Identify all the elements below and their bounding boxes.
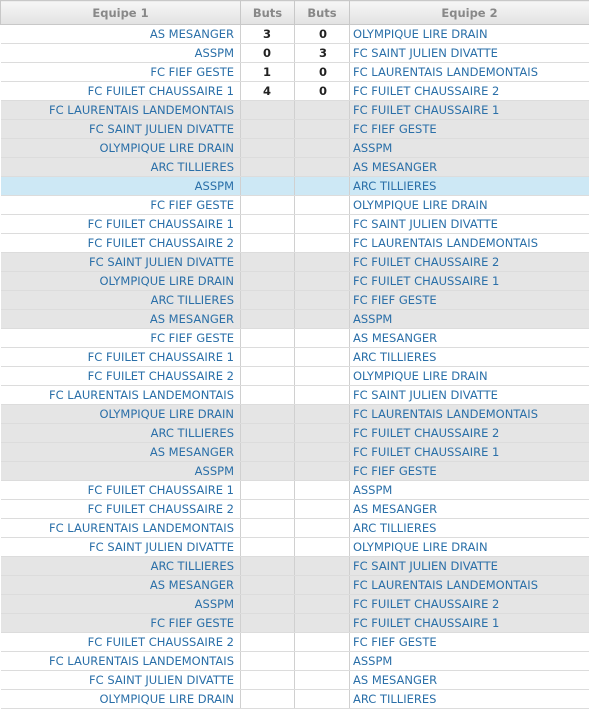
goals2-cell: [295, 291, 350, 310]
goals1-cell: [241, 253, 295, 272]
goals1-cell: [241, 272, 295, 291]
team2-cell[interactable]: FC SAINT JULIEN DIVATTE: [350, 44, 589, 63]
goals2-cell: [295, 614, 350, 633]
goals2-cell: [295, 272, 350, 291]
goals2-cell: [295, 690, 350, 709]
table-row[interactable]: [1, 329, 589, 348]
table-row[interactable]: [1, 386, 589, 405]
table-row[interactable]: [1, 424, 589, 443]
goals2-cell: [295, 462, 350, 481]
table-row[interactable]: [1, 614, 589, 633]
goals1-cell: 3: [241, 25, 295, 44]
team1-cell[interactable]: AS MESANGER: [1, 25, 241, 44]
team1-cell[interactable]: FC FUILET CHAUSSAIRE 1: [1, 82, 241, 101]
team2-cell[interactable]: FC FUILET CHAUSSAIRE 2: [350, 595, 589, 614]
team1-cell[interactable]: FC FUILET CHAUSSAIRE 2: [1, 234, 241, 253]
team1-cell[interactable]: ARC TILLIERES: [1, 158, 241, 177]
goals2-cell: [295, 329, 350, 348]
team1-cell[interactable]: FC FIEF GESTE: [1, 329, 241, 348]
goals1-cell: [241, 424, 295, 443]
header-goals2[interactable]: Buts: [295, 1, 350, 25]
goals2-cell: [295, 557, 350, 576]
table-row[interactable]: [1, 139, 589, 158]
goals2-cell: [295, 481, 350, 500]
table-row[interactable]: [1, 557, 589, 576]
table-row[interactable]: [1, 291, 589, 310]
goals1-cell: [241, 405, 295, 424]
table-row[interactable]: [1, 82, 589, 101]
goals2-cell: [295, 633, 350, 652]
team1-cell[interactable]: FC SAINT JULIEN DIVATTE: [1, 671, 241, 690]
goals1-cell: [241, 538, 295, 557]
table-row[interactable]: [1, 44, 589, 63]
team1-cell[interactable]: AS MESANGER: [1, 443, 241, 462]
goals1-cell: [241, 101, 295, 120]
table-row[interactable]: [1, 500, 589, 519]
table-row[interactable]: [1, 196, 589, 215]
team2-cell[interactable]: AS MESANGER: [350, 329, 589, 348]
goals1-cell: [241, 519, 295, 538]
table-row[interactable]: [1, 538, 589, 557]
team2-cell[interactable]: FC LAURENTAIS LANDEMONTAIS: [350, 405, 589, 424]
team2-cell[interactable]: FC FUILET CHAUSSAIRE 1: [350, 101, 589, 120]
team2-cell[interactable]: FC FUILET CHAUSSAIRE 1: [350, 443, 589, 462]
goals2-cell: [295, 215, 350, 234]
goals1-cell: [241, 500, 295, 519]
team2-cell[interactable]: ARC TILLIERES: [350, 348, 589, 367]
goals2-cell: [295, 348, 350, 367]
team1-cell[interactable]: FC FUILET CHAUSSAIRE 2: [1, 367, 241, 386]
team1-cell[interactable]: ASSPM: [1, 177, 241, 196]
team1-cell[interactable]: FC FUILET CHAUSSAIRE 1: [1, 215, 241, 234]
header-team1[interactable]: Equipe 1: [1, 1, 241, 25]
team2-cell[interactable]: ASSPM: [350, 652, 589, 671]
team1-cell[interactable]: ARC TILLIERES: [1, 291, 241, 310]
team1-cell[interactable]: FC LAURENTAIS LANDEMONTAIS: [1, 519, 241, 538]
table-row[interactable]: [1, 215, 589, 234]
team2-cell[interactable]: AS MESANGER: [350, 671, 589, 690]
goals2-cell: [295, 652, 350, 671]
goals2-cell: 0: [295, 63, 350, 82]
goals1-cell: [241, 310, 295, 329]
table-row[interactable]: [1, 595, 589, 614]
team2-cell[interactable]: ASSPM: [350, 481, 589, 500]
table-row[interactable]: [1, 310, 589, 329]
goals2-cell: [295, 424, 350, 443]
goals1-cell: [241, 595, 295, 614]
table-row[interactable]: [1, 443, 589, 462]
team1-cell[interactable]: FC LAURENTAIS LANDEMONTAIS: [1, 101, 241, 120]
goals1-cell: 0: [241, 44, 295, 63]
team2-cell[interactable]: AS MESANGER: [350, 158, 589, 177]
team1-cell[interactable]: FC FUILET CHAUSSAIRE 2: [1, 500, 241, 519]
goals2-cell: [295, 367, 350, 386]
team1-cell[interactable]: FC FIEF GESTE: [1, 196, 241, 215]
team1-cell[interactable]: FC FUILET CHAUSSAIRE 1: [1, 348, 241, 367]
team1-cell[interactable]: ARC TILLIERES: [1, 557, 241, 576]
goals2-cell: [295, 595, 350, 614]
goals2-cell: [295, 538, 350, 557]
table-row[interactable]: [1, 253, 589, 272]
goals2-cell: [295, 500, 350, 519]
team2-cell[interactable]: OLYMPIQUE LIRE DRAIN: [350, 367, 589, 386]
table-row[interactable]: [1, 63, 589, 82]
table-row[interactable]: [1, 481, 589, 500]
team2-cell[interactable]: FC SAINT JULIEN DIVATTE: [350, 557, 589, 576]
goals1-cell: 4: [241, 82, 295, 101]
table-row[interactable]: [1, 519, 589, 538]
header-goals1[interactable]: Buts: [241, 1, 295, 25]
table-body: [1, 25, 589, 709]
team2-cell[interactable]: ARC TILLIERES: [350, 690, 589, 709]
team2-cell[interactable]: FC FIEF GESTE: [350, 633, 589, 652]
team1-cell[interactable]: ASSPM: [1, 44, 241, 63]
goals1-cell: [241, 367, 295, 386]
team2-cell[interactable]: ASSPM: [350, 310, 589, 329]
goals2-cell: 0: [295, 82, 350, 101]
team1-cell[interactable]: FC FIEF GESTE: [1, 614, 241, 633]
goals2-cell: [295, 234, 350, 253]
table-header: [1, 1, 589, 25]
goals1-cell: [241, 177, 295, 196]
goals1-cell: [241, 671, 295, 690]
team1-cell[interactable]: FC SAINT JULIEN DIVATTE: [1, 253, 241, 272]
table-row[interactable]: [1, 462, 589, 481]
goals1-cell: [241, 614, 295, 633]
goals1-cell: [241, 690, 295, 709]
goals2-cell: [295, 405, 350, 424]
table-row[interactable]: [1, 158, 589, 177]
team1-cell[interactable]: FC FUILET CHAUSSAIRE 1: [1, 481, 241, 500]
team2-cell[interactable]: OLYMPIQUE LIRE DRAIN: [350, 538, 589, 557]
goals2-cell: [295, 310, 350, 329]
goals2-cell: [295, 177, 350, 196]
goals2-cell: [295, 386, 350, 405]
table-row[interactable]: [1, 177, 589, 196]
goals1-cell: [241, 196, 295, 215]
goals2-cell: [295, 158, 350, 177]
table-row[interactable]: [1, 272, 589, 291]
goals2-cell: [295, 196, 350, 215]
team2-cell[interactable]: FC LAURENTAIS LANDEMONTAIS: [350, 234, 589, 253]
team2-cell[interactable]: ARC TILLIERES: [350, 177, 589, 196]
goals1-cell: [241, 139, 295, 158]
team2-cell[interactable]: FC FUILET CHAUSSAIRE 2: [350, 253, 589, 272]
team1-cell[interactable]: FC SAINT JULIEN DIVATTE: [1, 120, 241, 139]
goals2-cell: [295, 101, 350, 120]
goals1-cell: [241, 443, 295, 462]
table-row[interactable]: [1, 348, 589, 367]
goals1-cell: [241, 158, 295, 177]
goals2-cell: [295, 519, 350, 538]
team2-cell[interactable]: FC FUILET CHAUSSAIRE 2: [350, 424, 589, 443]
team2-cell[interactable]: FC LAURENTAIS LANDEMONTAIS: [350, 576, 589, 595]
table-row[interactable]: [1, 671, 589, 690]
goals1-cell: [241, 386, 295, 405]
goals1-cell: [241, 481, 295, 500]
goals1-cell: [241, 215, 295, 234]
team2-cell[interactable]: FC FUILET CHAUSSAIRE 1: [350, 614, 589, 633]
team1-cell[interactable]: FC LAURENTAIS LANDEMONTAIS: [1, 652, 241, 671]
goals1-cell: [241, 462, 295, 481]
team1-cell[interactable]: OLYMPIQUE LIRE DRAIN: [1, 139, 241, 158]
goals1-cell: [241, 633, 295, 652]
table-row[interactable]: [1, 633, 589, 652]
goals1-cell: [241, 291, 295, 310]
team2-cell[interactable]: FC SAINT JULIEN DIVATTE: [350, 215, 589, 234]
team2-cell[interactable]: ARC TILLIERES: [350, 519, 589, 538]
table-row[interactable]: [1, 25, 589, 44]
team1-cell[interactable]: OLYMPIQUE LIRE DRAIN: [1, 690, 241, 709]
team1-cell[interactable]: ARC TILLIERES: [1, 424, 241, 443]
team2-cell[interactable]: OLYMPIQUE LIRE DRAIN: [350, 25, 589, 44]
goals1-cell: [241, 652, 295, 671]
table-row[interactable]: [1, 120, 589, 139]
team1-cell[interactable]: AS MESANGER: [1, 310, 241, 329]
team1-cell[interactable]: FC LAURENTAIS LANDEMONTAIS: [1, 386, 241, 405]
goals2-cell: 3: [295, 44, 350, 63]
table-row[interactable]: [1, 101, 589, 120]
goals2-cell: [295, 443, 350, 462]
table-row[interactable]: [1, 652, 589, 671]
table-row[interactable]: [1, 690, 589, 709]
goals1-cell: 1: [241, 63, 295, 82]
goals2-cell: [295, 139, 350, 158]
goals1-cell: [241, 576, 295, 595]
goals2-cell: [295, 576, 350, 595]
team2-cell[interactable]: FC FIEF GESTE: [350, 291, 589, 310]
header-team2[interactable]: Equipe 2: [350, 1, 589, 25]
team1-cell[interactable]: FC FIEF GESTE: [1, 63, 241, 82]
goals2-cell: [295, 120, 350, 139]
goals2-cell: [295, 253, 350, 272]
table-row[interactable]: [1, 405, 589, 424]
goals2-cell: [295, 671, 350, 690]
team2-cell[interactable]: AS MESANGER: [350, 500, 589, 519]
goals1-cell: [241, 557, 295, 576]
team1-cell[interactable]: AS MESANGER: [1, 576, 241, 595]
goals1-cell: [241, 120, 295, 139]
goals2-cell: 0: [295, 25, 350, 44]
table-row[interactable]: [1, 576, 589, 595]
team2-cell[interactable]: FC FIEF GESTE: [350, 462, 589, 481]
team2-cell[interactable]: OLYMPIQUE LIRE DRAIN: [350, 196, 589, 215]
table-row[interactable]: [1, 367, 589, 386]
team2-cell[interactable]: FC LAURENTAIS LANDEMONTAIS: [350, 63, 589, 82]
goals1-cell: [241, 234, 295, 253]
team1-cell[interactable]: OLYMPIQUE LIRE DRAIN: [1, 272, 241, 291]
team2-cell[interactable]: ASSPM: [350, 139, 589, 158]
team2-cell[interactable]: FC SAINT JULIEN DIVATTE: [350, 386, 589, 405]
team1-cell[interactable]: ASSPM: [1, 462, 241, 481]
team1-cell[interactable]: FC FUILET CHAUSSAIRE 2: [1, 633, 241, 652]
goals1-cell: [241, 329, 295, 348]
goals1-cell: [241, 348, 295, 367]
team1-cell[interactable]: ASSPM: [1, 595, 241, 614]
team1-cell[interactable]: OLYMPIQUE LIRE DRAIN: [1, 405, 241, 424]
team1-cell[interactable]: FC SAINT JULIEN DIVATTE: [1, 538, 241, 557]
team2-cell[interactable]: FC FUILET CHAUSSAIRE 2: [350, 82, 589, 101]
team2-cell[interactable]: FC FIEF GESTE: [350, 120, 589, 139]
team2-cell[interactable]: FC FUILET CHAUSSAIRE 1: [350, 272, 589, 291]
table-row[interactable]: [1, 234, 589, 253]
